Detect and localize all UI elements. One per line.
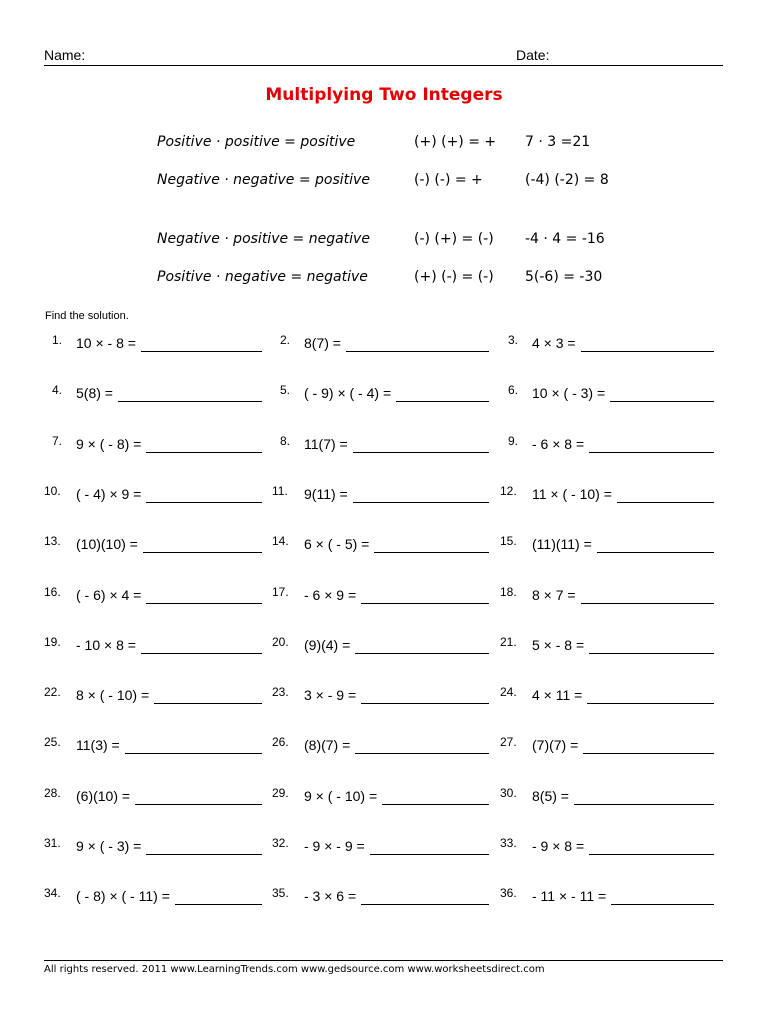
problem-expression: 8(5) =	[532, 788, 569, 804]
problem-expression: ( - 8) × ( - 11) =	[76, 888, 170, 904]
problem-expression: 9 × ( - 10) =	[304, 788, 378, 804]
problem-number: 34.	[44, 886, 61, 900]
problem-number: 31.	[44, 836, 61, 850]
rule-signs: (-) (+) = (-)	[414, 231, 494, 247]
problem-expression: (11)(11) =	[532, 536, 592, 552]
problem-number: 33.	[500, 836, 517, 850]
rule-example: -4 · 4 = -16	[525, 231, 605, 247]
problem-item	[0, 788, 768, 808]
rule-example: (-4) (-2) = 8	[525, 172, 609, 188]
problem-number: 4.	[52, 383, 63, 397]
problem-expression: ( - 6) × 4 =	[76, 587, 142, 603]
problem-item	[0, 486, 768, 506]
problem-number: 7.	[52, 434, 63, 448]
problem-expression: 6 × ( - 5) =	[304, 536, 370, 552]
problem-number: 28.	[44, 786, 61, 800]
problem-expression: 5(8) =	[76, 385, 113, 401]
problem-expression: 11(7) =	[304, 436, 348, 452]
answer-blank[interactable]	[581, 603, 714, 604]
problem-item	[0, 436, 768, 456]
problem-expression: (9)(4) =	[304, 637, 351, 653]
answer-blank[interactable]	[574, 804, 714, 805]
problem-item	[0, 687, 768, 707]
rule-row	[0, 269, 768, 289]
problem-number: 26.	[272, 735, 289, 749]
problem-item	[0, 637, 768, 657]
problem-number: 20.	[272, 635, 289, 649]
problem-item	[0, 385, 768, 405]
problem-number: 18.	[500, 585, 517, 599]
rule-text: Negative · negative = positive	[157, 172, 370, 188]
problem-expression: - 10 × 8 =	[76, 637, 136, 653]
problem-number: 14.	[272, 534, 289, 548]
problem-number: 22.	[44, 685, 61, 699]
problem-number: 29.	[272, 786, 289, 800]
rule-text: Positive · negative = negative	[157, 269, 368, 285]
problem-item	[0, 587, 768, 607]
problem-expression: 9 × ( - 3) =	[76, 838, 142, 854]
problem-number: 21.	[500, 635, 517, 649]
problem-expression: 5 × - 8 =	[532, 637, 585, 653]
problem-expression: 9 × ( - 8) =	[76, 436, 142, 452]
footer-divider	[44, 960, 723, 961]
rule-signs: (+) (-) = (-)	[414, 269, 494, 285]
problem-expression: (7)(7) =	[532, 737, 579, 753]
answer-blank[interactable]	[587, 703, 714, 704]
problem-number: 32.	[272, 836, 289, 850]
problem-number: 30.	[500, 786, 517, 800]
problem-expression: 4 × 3 =	[532, 335, 576, 351]
problem-number: 19.	[44, 635, 61, 649]
answer-blank[interactable]	[589, 854, 714, 855]
problem-expression: - 9 × - 9 =	[304, 838, 365, 854]
problem-expression: - 9 × 8 =	[532, 838, 585, 854]
answer-blank[interactable]	[610, 401, 714, 402]
problem-expression: ( - 4) × 9 =	[76, 486, 142, 502]
header-row	[44, 47, 723, 66]
problem-expression: 8(7) =	[304, 335, 341, 351]
problem-expression: 10 × ( - 3) =	[532, 385, 606, 401]
problem-number: 11.	[272, 484, 288, 498]
problem-number: 15.	[500, 534, 517, 548]
problem-number: 16.	[44, 585, 61, 599]
worksheet-title: Multiplying Two Integers	[265, 85, 503, 105]
problem-number: 6.	[508, 383, 519, 397]
problem-item	[0, 335, 768, 355]
problem-number: 12.	[500, 484, 517, 498]
problem-number: 27.	[500, 735, 517, 749]
problem-expression: (6)(10) =	[76, 788, 131, 804]
problem-expression: (10)(10) =	[76, 536, 138, 552]
problem-number: 13.	[44, 534, 61, 548]
answer-blank[interactable]	[617, 502, 714, 503]
answer-blank[interactable]	[611, 904, 714, 905]
date-label: Date:	[516, 47, 550, 63]
problem-expression: - 3 × 6 =	[304, 888, 357, 904]
problem-number: 23.	[272, 685, 289, 699]
problem-item	[0, 536, 768, 556]
problem-expression: 11 × ( - 10) =	[532, 486, 612, 502]
problem-number: 8.	[280, 434, 291, 448]
problem-item	[0, 838, 768, 858]
problem-number: 5.	[280, 383, 291, 397]
problem-number: 2.	[280, 333, 291, 347]
problem-expression: (8)(7) =	[304, 737, 351, 753]
answer-blank[interactable]	[583, 753, 714, 754]
problem-expression: 4 × 11 =	[532, 687, 583, 703]
problem-number: 35.	[272, 886, 289, 900]
footer-text: All rights reserved. 2011 www.LearningTrends.com www.gedsource.com www.worksheetsdirect.com	[44, 964, 545, 975]
rule-row	[0, 231, 768, 251]
problem-number: 24.	[500, 685, 517, 699]
problem-item	[0, 888, 768, 908]
problem-expression: 8 × 7 =	[532, 587, 576, 603]
rule-text: Positive · positive = positive	[157, 134, 356, 150]
rule-signs: (-) (-) = +	[414, 172, 483, 188]
answer-blank[interactable]	[589, 653, 714, 654]
problem-number: 36.	[500, 886, 517, 900]
problem-expression: 9(11) =	[304, 486, 348, 502]
rule-text: Negative · positive = negative	[157, 231, 370, 247]
problem-expression: 3 × - 9 =	[304, 687, 357, 703]
problem-number: 25.	[44, 735, 61, 749]
problem-number: 17.	[272, 585, 289, 599]
problem-number: 3.	[508, 333, 519, 347]
rule-row	[0, 172, 768, 192]
name-label: Name:	[44, 47, 86, 63]
problem-expression: 8 × ( - 10) =	[76, 687, 150, 703]
answer-blank[interactable]	[581, 351, 714, 352]
problem-item	[0, 737, 768, 757]
rule-example: 7 · 3 =21	[525, 134, 591, 150]
rule-row	[0, 134, 768, 154]
problem-expression: ( - 9) × ( - 4) =	[304, 385, 392, 401]
problem-expression: - 6 × 9 =	[304, 587, 357, 603]
problem-number: 1.	[52, 333, 63, 347]
problem-number: 10.	[44, 484, 61, 498]
problem-expression: 10 × - 8 =	[76, 335, 136, 351]
rule-signs: (+) (+) = +	[414, 134, 497, 150]
problem-expression: - 6 × 8 =	[532, 436, 585, 452]
problem-number: 9.	[508, 434, 519, 448]
rule-example: 5(-6) = -30	[525, 269, 603, 285]
answer-blank[interactable]	[597, 552, 714, 553]
problem-expression: - 11 × - 11 =	[532, 888, 607, 904]
problem-expression: 11(3) =	[76, 737, 120, 753]
answer-blank[interactable]	[589, 452, 714, 453]
instructions: Find the solution.	[45, 310, 129, 322]
